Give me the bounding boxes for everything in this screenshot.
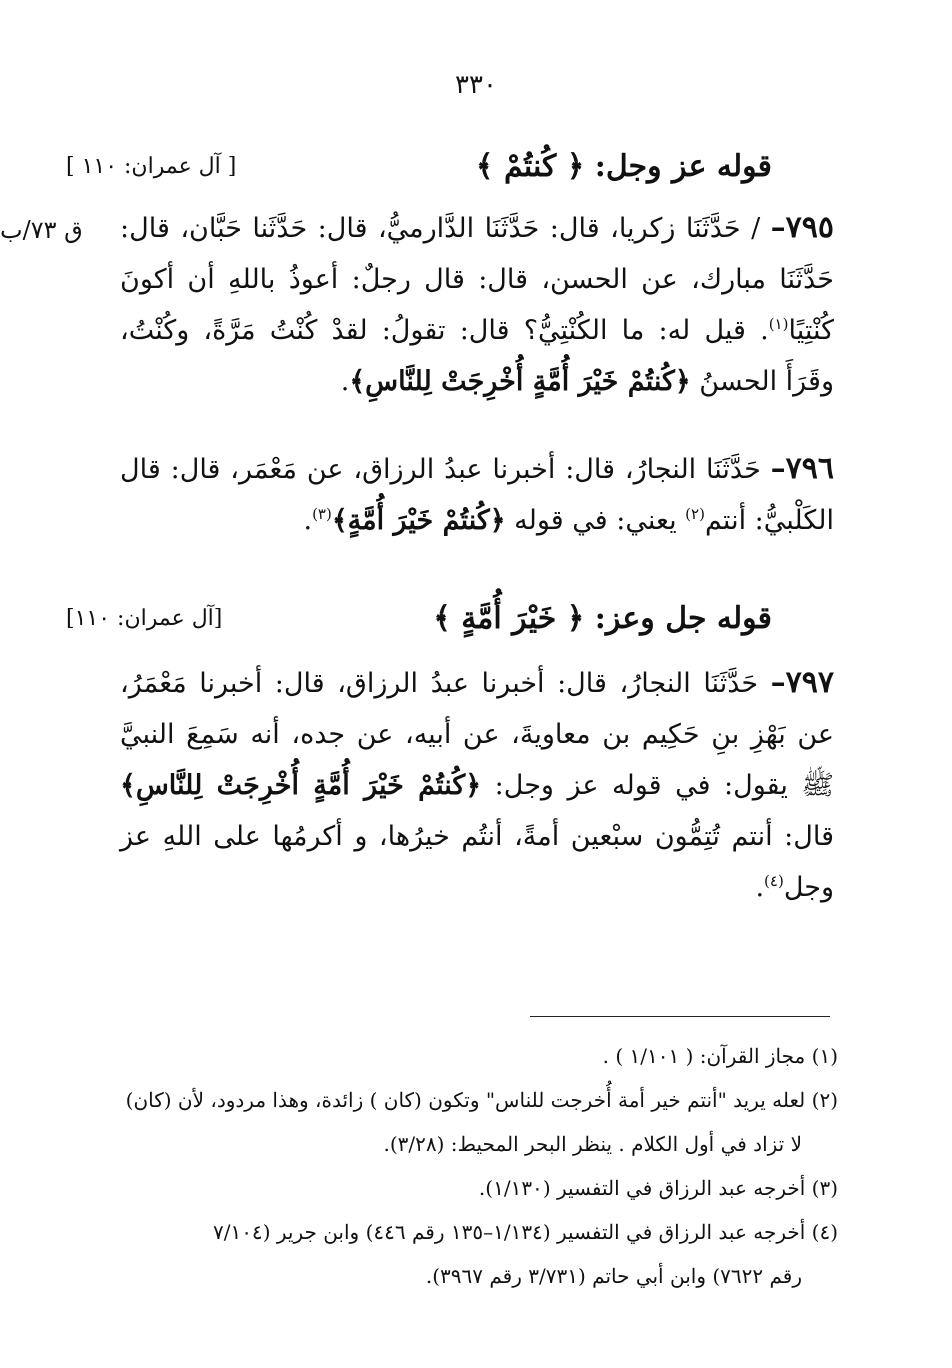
hadith-795-number: ٧٩٥–: [770, 210, 834, 245]
footnote-4: (٤) أخرجه عبد الرزاق في التفسير (١/١٣٤–١٣٥ رقم ٤٤٦) وابن جرير (٧/١٠٤: [212, 1220, 838, 1244]
hadith-797-number: ٧٩٧–: [770, 665, 834, 700]
heading-1-ayah-ref: [ آل عمران: ١١٠ ]: [66, 153, 237, 179]
hadith-795-end: .: [340, 366, 350, 397]
section-heading-1: [66, 144, 772, 188]
heading-2-ayah-ref: [آل عمران: ١١٠]: [66, 605, 223, 631]
hadith-796-end: .: [303, 505, 313, 536]
footnote-2: (٢) لعله يريد "أنتم خير أمة أُخرجت للناس" وتكون (كان ) زائدة، وهذا مردود، لأن (كان): [125, 1088, 838, 1112]
hadith-797-end: .: [755, 872, 765, 903]
heading-1-text: قوله عز وجل: ﴿ كُنتُمْ ﴾: [475, 148, 772, 184]
hadith-797-text-2: قال: أنتم تُتِمُّون سبْعين أمةً، أنتُم خيرُها، و أكرمُها على اللهِ عز وجل: [120, 821, 834, 903]
hadith-795: [120, 202, 834, 407]
footnote-ref-3[interactable]: (٣): [312, 505, 332, 523]
hadith-796: [120, 443, 834, 546]
hadith-796-text-1: حَدَّثَنَا النجارُ، قال: أخبرنا عبدُ الرزاق، عن مَعْمَر، قال: قال الكَلْبيُّ: أنتم: [120, 454, 834, 536]
footnote-ref-2[interactable]: (٢): [685, 505, 705, 523]
footnote-separator: [530, 1016, 830, 1017]
footnote-ref-1[interactable]: (١): [768, 315, 789, 333]
hadith-796-number: ٧٩٦–: [770, 451, 834, 486]
section-heading-2: [66, 596, 772, 640]
footnote-3: (٣) أخرجه عبد الرزاق في التفسير (١/١٣٠).: [478, 1176, 838, 1200]
hadith-795-text-2: . قيل له: ما الكُنْتِيُّ؟ قال: تقولُ: لقدْ كُنْتُ مَرَّةً، وكُنْتُ، وقَرَأَ الحسنُ: [120, 315, 834, 397]
footnote-1: (١) مجاز القرآن: ( ١/١٠١ ) .: [602, 1044, 838, 1068]
footnote-ref-4[interactable]: (٤): [764, 872, 784, 890]
heading-2-text: قوله جل وعز: ﴿ خَيْرَ أُمَّةٍ ﴾: [433, 600, 772, 636]
hadith-795-verse: ﴿كُنتُمْ خَيْرَ أُمَّةٍ أُخْرِجَتْ لِلنَّاسِ﴾: [349, 366, 691, 397]
margin-note: ق ٧٣/ب: [0, 216, 83, 244]
hadith-797: [120, 657, 834, 913]
hadith-797-verse: ﴿كُنتُمْ خَيْرَ أُمَّةٍ أُخْرِجَتْ لِلنَّاسِ﴾: [120, 770, 482, 801]
hadith-797-text-1: حَدَّثَنَا النجارُ، قال: أخبرنا عبدُ الرزاق، قال: أخبرنا مَعْمَرُ، عن بَهْزِ بنِ حَكِيم بن معاويةَ، عن أبيه، عن جده، أنه سَمِعَ النبيَّ ﷺ يقول: في قوله عز وجل:: [120, 668, 835, 801]
footnotes: [112, 1034, 838, 1298]
footnote-2-continuation: لا تزاد في أول الكلام . ينظر البحر المحيط: (٣/٢٨).: [383, 1132, 802, 1156]
hadith-796-verse: ﴿كُنتُمْ خَيْرَ أُمَّةٍ﴾: [331, 505, 506, 536]
footnote-4-continuation: رقم ٧٦٢٢) وابن أبي حاتم (٣/٧٣١ رقم ٣٩٦٧).: [425, 1264, 802, 1288]
hadith-795-text-1: / حَدَّثَنَا زكريا، قال: حَدَّثَنَا الدَّارميُّ، قال: حَدَّثَنا حَبَّان، قال: حَدَّثَنَا مبارك، عن الحسن، قال: قال رجلٌ: أعوذُ باللهِ أن أكونَ كُنْتِيًا: [120, 213, 834, 346]
page-number: ٣٣٠: [455, 70, 497, 100]
hadith-796-text-2: يعني: في قوله: [505, 505, 686, 536]
